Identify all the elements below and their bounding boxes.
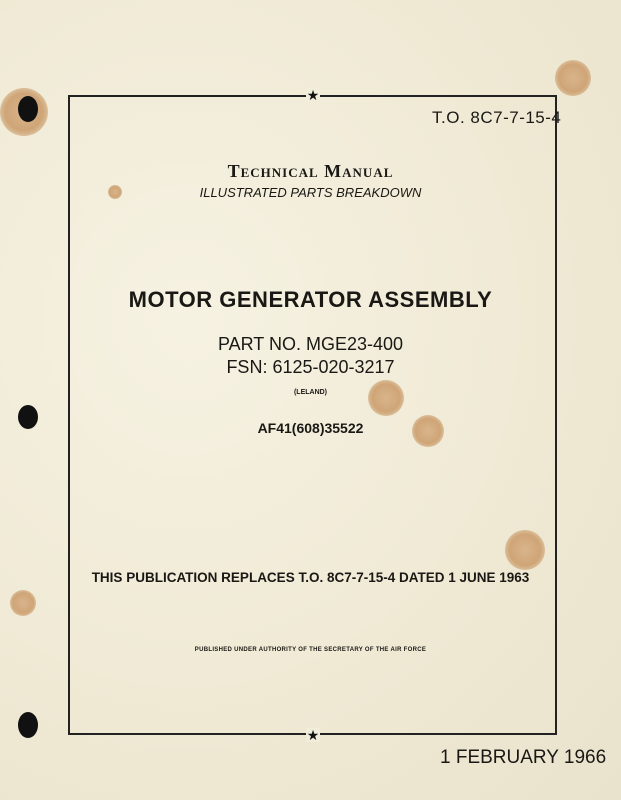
title: MOTOR GENERATOR ASSEMBLY — [128, 287, 493, 312]
contract-number: AF41(608)35522 — [257, 420, 364, 436]
star-icon: ★ — [306, 87, 320, 103]
stain — [10, 590, 36, 616]
replaces-notice: THIS PUBLICATION REPLACES T.O. 8C7-7-15-4 DATED 1 JUNE 1963 — [91, 570, 530, 585]
to-number: T.O. 8C7-7-15-4 — [432, 108, 562, 127]
subheading: ILLUSTRATED PARTS BREAKDOWN — [199, 185, 422, 200]
publication-date: 1 FEBRUARY 1966 — [440, 747, 607, 768]
part-number: PART NO. MGE23-400 — [217, 334, 404, 354]
fsn: FSN: 6125-020-3217 — [226, 357, 395, 377]
punch-hole — [18, 96, 38, 122]
star-icon: ★ — [306, 727, 320, 743]
manufacturer: (LELAND) — [293, 389, 328, 396]
stain — [555, 60, 591, 96]
punch-hole — [18, 712, 38, 738]
heading: Technical Manual — [227, 161, 394, 181]
authority-notice: PUBLISHED UNDER AUTHORITY OF THE SECRETARY OF THE AIR FORCE — [194, 647, 427, 653]
